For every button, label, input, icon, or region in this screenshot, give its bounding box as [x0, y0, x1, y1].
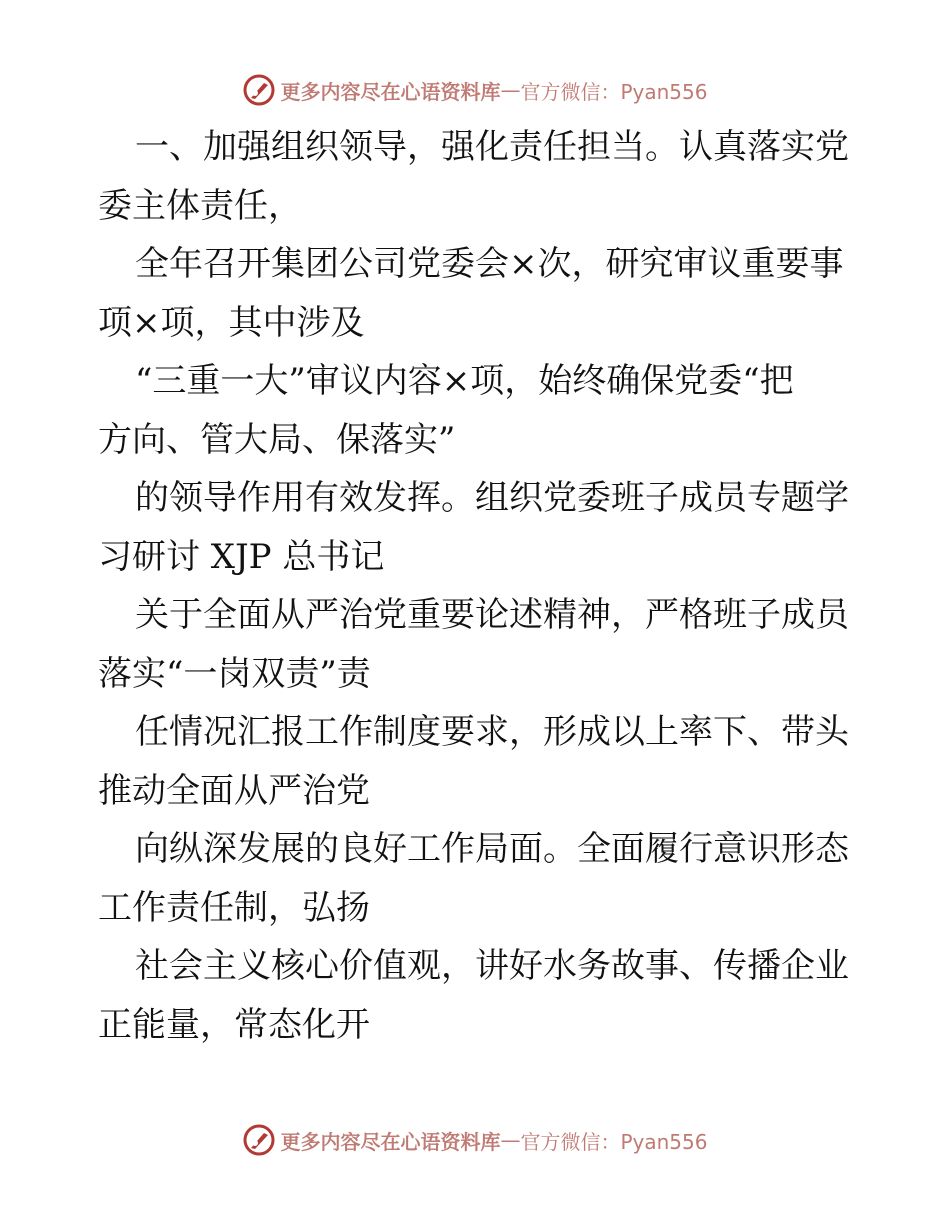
body-line: 关于全面从严治党重要论述精神，严格班子成员: [135, 595, 849, 635]
body-line: 落实“一岗双责”责: [98, 653, 371, 694]
body-line: 任情况汇报工作制度要求，形成以上率下、带头: [135, 712, 849, 752]
body-line: 习研讨 XJP 总书记: [98, 536, 385, 577]
watermark-main-text: 更多内容尽在心语资料库: [280, 1129, 501, 1154]
body-line: 向纵深发展的良好工作局面。全面履行意识形态: [135, 829, 849, 869]
body-line: 推动全面从严治党: [98, 770, 370, 811]
body-line: 项×项，其中涉及: [98, 302, 365, 343]
body-line: 工作责任制，弘扬: [98, 887, 370, 928]
quill-seal-icon: [242, 73, 276, 107]
header-watermark: [0, 70, 950, 110]
watermark-dash: —: [500, 1128, 521, 1152]
body-line: 方向、管大局、保落实”: [98, 419, 456, 460]
watermark-wechat-text: 官方微信：Pyan556: [520, 79, 708, 104]
document-body: [98, 118, 854, 1054]
body-line: 委主体责任，: [98, 185, 302, 226]
body-line: “三重一大”审议内容×项，始终确保党委“把: [135, 361, 794, 401]
body-line: 社会主义核心价值观，讲好水务故事、传播企业: [135, 946, 849, 986]
body-line: 一、加强组织领导，强化责任担当。认真落实党: [135, 127, 849, 167]
watermark-wechat-text: 官方微信：Pyan556: [520, 1129, 708, 1154]
body-line: 全年召开集团公司党委会×次，研究审议重要事: [135, 244, 844, 284]
body-line: 的领导作用有效发挥。组织党委班子成员专题学: [135, 478, 849, 518]
quill-seal-icon: [242, 1123, 276, 1157]
body-line: 正能量，常态化开: [98, 1004, 370, 1045]
watermark-dash: —: [500, 78, 521, 102]
footer-watermark: [0, 1120, 950, 1160]
watermark-main-text: 更多内容尽在心语资料库: [280, 79, 501, 104]
